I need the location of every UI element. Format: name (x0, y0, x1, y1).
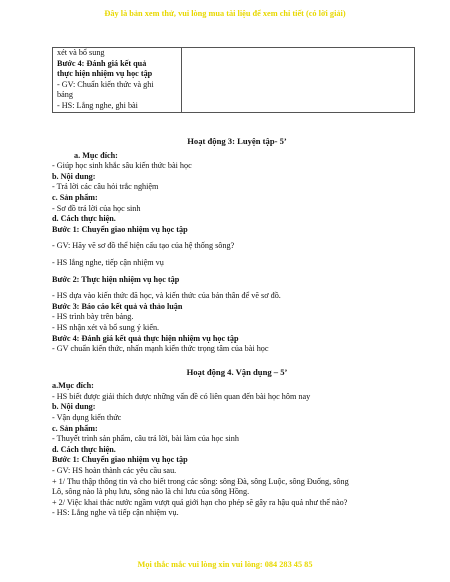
act4-d-heading: d. Cách thực hiện. (52, 444, 116, 454)
act4-c-heading: c. Sản phẩm: (52, 423, 98, 433)
act3-b-text: - Trả lời các câu hỏi trắc nghiệm (52, 182, 159, 192)
act3-step4-heading: Bước 4: Đánh giá kết quả thực hiện nhiệm vụ học tập (52, 333, 239, 343)
act3-c-heading: c. Sản phẩm: (52, 192, 98, 202)
act4-c-text: - Thuyết trình sản phẩm, câu trả lời, bài làm của học sinh (52, 434, 239, 444)
act3-a-text: - Giúp học sinh khắc sâu kiến thức bài học (52, 161, 192, 171)
act3-step4-line: - GV chuẩn kiến thức, nhấn mạnh kiến thức trọng tâm của bài học (52, 344, 269, 354)
table-cell-left (53, 48, 182, 113)
act3-step3-line: - HS trình bày trên bảng. (52, 312, 134, 322)
act3-step1-heading: Bước 1: Chuyển giao nhiệm vụ học tập (52, 224, 188, 234)
activity-3-title: Hoạt động 3: Luyện tập- 5’ (187, 136, 287, 146)
act4-a-text: - HS biết được giải thích được những vấn đề có liên quan đến bài học hôm nay (52, 391, 311, 401)
table-line: Bước 4: Đánh giá kết quả (57, 58, 147, 68)
act3-b-heading: b. Nội dung: (52, 171, 96, 181)
act4-step1-line: - HS: Lắng nghe và tiếp cận nhiệm vụ. (52, 508, 179, 518)
act3-c-text: - Sơ đồ trả lời của học sinh (52, 203, 141, 213)
act3-step3-heading: Bước 3: Báo cáo kết quả và thảo luận (52, 301, 183, 311)
table-line: bảng (57, 90, 73, 100)
table-line: - HS: Lắng nghe, ghi bài (57, 100, 138, 110)
act4-b-heading: b. Nội dung: (52, 402, 96, 412)
act3-step2-heading: Bước 2: Thực hiện nhiệm vụ học tập (52, 274, 180, 284)
act3-a-heading: a. Mục đích: (74, 150, 118, 160)
act4-a-heading: a.Mục đích: (52, 381, 94, 391)
document-body (52, 136, 422, 519)
table-cell-right (182, 48, 415, 113)
table-line: xét và bổ sung (57, 48, 105, 57)
act4-step1-line: - GV: HS hoàn thành các yêu cầu sau. (52, 466, 177, 476)
act4-step1-line: + 1/ Thu thập thông tin và cho biết trong các sông: sông Đà, sông Luộc, sông Đuống, sông (52, 476, 349, 486)
contact-footer: Mọi thắc mắc vui lòng xin vui lòng: 084 283 45 85 (137, 560, 313, 569)
act3-d-heading: d. Cách thực hiện. (52, 214, 116, 224)
act3-step1-line: - GV: Hãy vẽ sơ đồ thể hiện cấu tạo của hệ thống sông? (52, 241, 235, 251)
activity-4-title: Hoạt động 4. Vận dụng – 5’ (186, 366, 288, 377)
act3-step2-line: - HS dựa vào kiến thức đã học, và kiến thức của bản thân để vẽ sơ đồ. (52, 291, 281, 301)
act3-step3-line: - HS nhận xét và bổ sung ý kiến. (52, 322, 160, 332)
act4-step1-line: Lô, sông nào là phụ lưu, sông nào là chi lưu của sông Hồng. (52, 487, 250, 497)
table-line: - GV: Chuẩn kiến thức và ghi (57, 79, 154, 89)
preview-banner: Đây là bản xem thử, vui lòng mua tài liệu để xem chi tiết (có lời giải) (104, 9, 346, 18)
act3-step1-line: - HS lắng nghe, tiếp cận nhiệm vụ (52, 257, 164, 267)
act4-b-text: - Vận dụng kiến thức (52, 413, 122, 423)
table-line: thực hiện nhiệm vụ học tập (57, 69, 153, 79)
act4-step1-heading: Bước 1: Chuyển giao nhiệm vụ học tập (52, 455, 188, 465)
act4-step1-line: + 2/ Việc khai thác nước ngầm vượt quá giới hạn cho phép sẽ gây ra hậu quả như thế nào? (52, 497, 348, 507)
continued-table (52, 47, 415, 113)
